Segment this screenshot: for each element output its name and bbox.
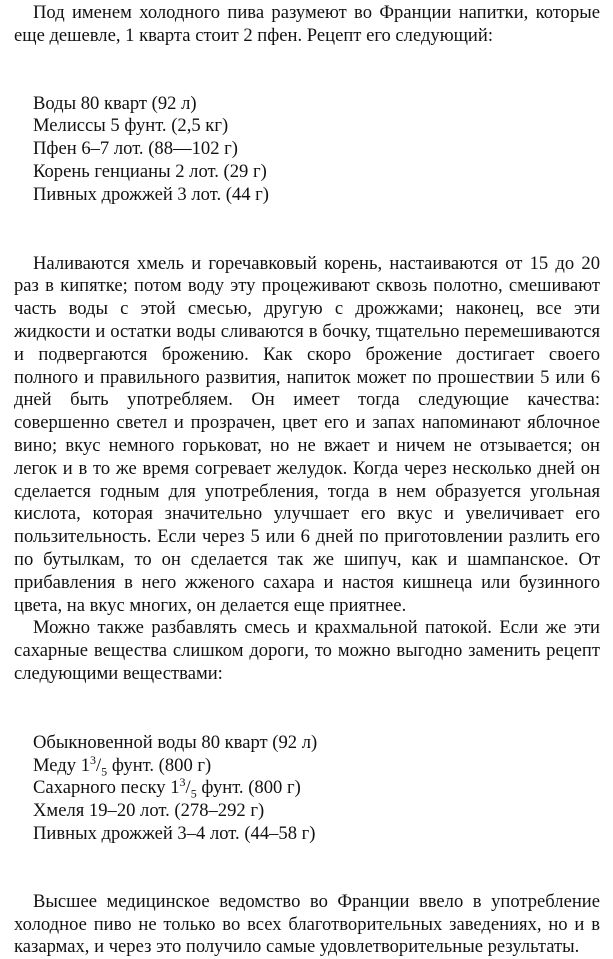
intro-paragraph: Под именем холодного пива разумеют во Франции напитки, которые еще дешевле, 1 кварта стоит 2 пфен. Рецепт его следующий: (14, 2, 600, 46)
recipe-item: Мелиссы 5 фунт. (2,5 кг) (33, 115, 229, 137)
document-page (14, 2, 600, 959)
recipe-item: Пивных дрожжей 3–4 лот. (44–58 г) (33, 822, 316, 844)
recipe-list-first (14, 93, 600, 207)
fraction-slash: / (185, 777, 191, 799)
recipe-item: Корень генцианы 2 лот. (29 г) (33, 160, 267, 182)
recipe-item (33, 777, 600, 800)
recipe-item: Хмеля 19–20 лот. (278–292 г) (33, 800, 265, 822)
alternative-paragraph: Можно также разбавлять смесь и крахмальной патокой. Если же эти сахарные вещества слишком дороги, то можно выгодно заменить рецепт следующими веществами: (14, 617, 600, 684)
recipe-item: Пфен 6–7 лот. (88—102 г) (33, 138, 238, 160)
fraction-denominator: 5 (190, 787, 197, 802)
recipe-item-text: Сахарного песку (33, 777, 171, 799)
fraction-numerator: 3 (90, 752, 96, 767)
recipe-item: Обыкновенной воды 80 кварт (92 л) (33, 731, 318, 753)
fraction-whole: 1 (80, 754, 90, 776)
recipe-list-second (14, 732, 600, 846)
recipe-item-text: Меду (33, 754, 81, 776)
recipe-item: Пивных дрожжей 3 лот. (44 г) (33, 183, 269, 205)
fraction-whole: 1 (170, 777, 180, 799)
method-paragraph: Наливаются хмель и горечавковый корень, настаиваются от 15 до 20 раз в кипятке; потом воду эту процеживают сквозь полотно, смешивают часть воды с этой смесью, другую с дрожжами; наконец, все эти жидкости и остатки воды сливаются в бочку, тщательно перемешиваются и подвергаются брожению. Как скоро брожение достигает своего полного и правильного развития, напиток может по прошествии 5 или 6 дней быть употребляем. Он имеет тогда следующие качества: совершенно светел и прозрачен, цвет его и запах напоминают яблочное вино; вкус немного горьковат, но не вжает и ничем не отзывается; он легок и в то же время согревает желудок. Когда через несколько дней он сделается годным для употребления, тогда в нем образуется угольная кислота, которая значительно улучшает его вкус и увеличивает его пользительность. Если через 5 или 6 дней по приготовлении разлить его по бутылкам, то он сделается так же шипуч, как и шампанское. От прибавления в него жженого сахара и настоя кишнеца или бузинного цвета, на вкус многих, он делается еще приятнее. (14, 252, 600, 616)
recipe-item (33, 752, 600, 779)
fraction-slash: / (96, 754, 102, 776)
fraction-denominator: 5 (101, 764, 108, 779)
fraction-numerator: 3 (179, 775, 186, 790)
recipe-item-text: фунт. (800 г) (196, 777, 301, 799)
conclusion-paragraph: Высшее медицинское ведомство во Франции ввело в употребление холодное пиво не только во всех благотворительных заведениях, но и в казармах, и через это получило самые удовлетворительные результаты. (14, 890, 600, 958)
recipe-item-text: фунт. (800 г) (107, 754, 212, 776)
recipe-item: Воды 80 кварт (92 л) (33, 92, 197, 114)
